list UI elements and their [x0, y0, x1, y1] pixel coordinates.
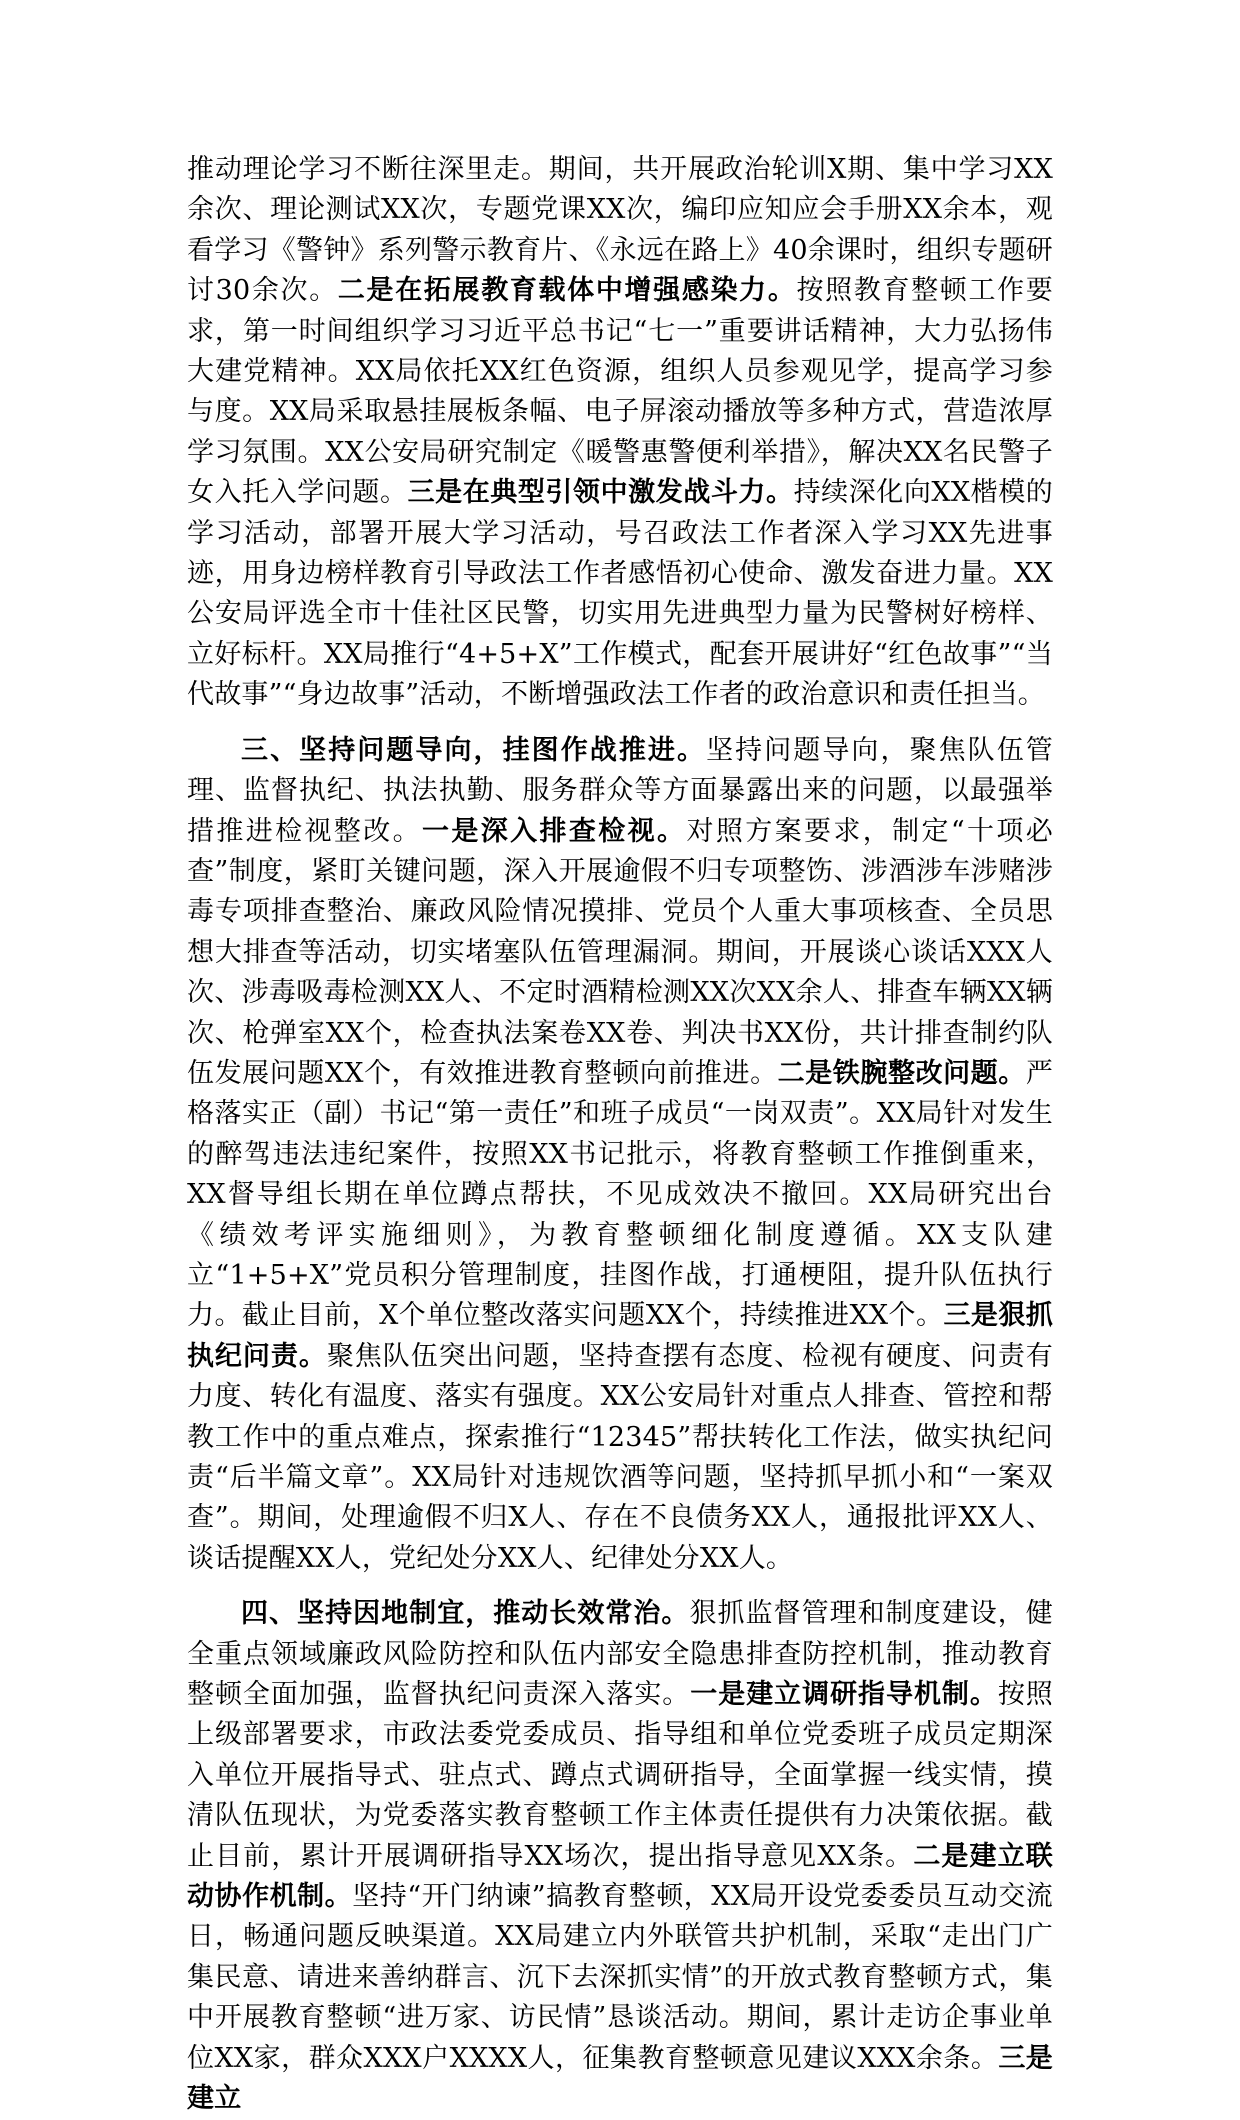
subheading-education-carrier: 二是在拓展教育载体中增强感染力。	[337, 275, 797, 307]
text-run: 对照方案要求，制定“十项必查”制度，紧盯关键问题，深入开展逾假不归专项整饬、涉酒涉车涉赌涉毒专项排查整治、廉政风险情况摸排、党员个人重大事项核查、全员思想大排查等活动，切实堵塞队伍管理漏洞。期间，开展谈心谈话XXX人次、涉毒吸毒检测XX人、不定时酒精检测XX次XX余人、排查车辆XX辆次、枪弹室XX个，检查执法案卷XX卷、判决书XX份，共计排查制约队伍发展问题XX个，有效推进教育整顿向前推进。	[187, 815, 1053, 1089]
document-page	[187, 150, 1053, 2120]
paragraph-section-four	[187, 1594, 1053, 2119]
text-run: 聚焦队伍突出问题，坚持查摆有态度、检视有硬度、问责有力度、转化有温度、落实有强度。XX公安局针对重点人排查、管控和帮教工作中的重点难点，探索推行“12345”帮扶转化工作法，做实执纪问责“后半篇文章”。XX局针对违规饮酒等问题，坚持抓早抓小和“一案双查”。期间，处理逾假不归X人、存在不良债务XX人，通报批评XX人、谈话提醒XX人，党纪处分XX人、纪律处分XX人。	[187, 1340, 1054, 1574]
text-run: 按照教育整顿工作要求，第一时间组织学习习近平总书记“七一”重要讲话精神，大力弘扬伟大建党精神。XX局依托XX红色资源，组织人员参观见学，提高学习参与度。XX局采取悬挂展板条幅、电子屏滚动播放等多种方式，营造浓厚学习氛围。XX公安局研究制定《暖警惠警便利举措》，解决XX名民警子女入托入学问题。	[187, 275, 1053, 509]
text-run: 推动理论学习不断往深里走。期间，共开展政治轮训X期、集中学习XX余次、理论测试XX次，专题党课XX次，编印应知应会手册XX余本，观看学习《警钟》系列警示教育片、《永远在路上》40余课时，组织专题研讨30余次。	[187, 154, 1053, 307]
text-run: 坚持问题导向，聚焦队伍管理、监督执纪、执法执勤、服务群众等方面暴露出来的问题，以最强举措推进检视整改。	[187, 734, 1053, 847]
subheading-third-mechanism: 三是建立	[187, 2042, 1053, 2115]
section-heading-four: 四、坚持因地制宜，推动长效常治。	[241, 1598, 690, 1630]
subheading-rectification: 二是铁腕整改问题。	[777, 1057, 1026, 1089]
paragraph-section-three	[187, 731, 1053, 1580]
subheading-accountability: 三是狠抓执纪问责。	[187, 1300, 1053, 1372]
subheading-research-mechanism: 一是建立调研指导机制。	[690, 1679, 998, 1711]
text-run: 持续深化向XX楷模的学习活动，部署开展大学习活动，号召政法工作者深入学习XX先进事迹，用身边榜样教育引导政法工作者感悟初心使命、激发奋进力量。XX公安局评选全市十佳社区民警，切实用先进典型力量为民警树好榜样、立好标杆。XX局推行“4+5+X”工作模式，配套开展讲好“红色故事”“当代故事”“身边故事”活动，不断增强政法工作者的政治意识和责任担当。	[187, 477, 1053, 711]
text-run: 严格落实正（副）书记“第一责任”和班子成员“一岗双责”。XX局针对发生的醉驾违法违纪案件，按照XX书记批示，将教育整顿工作推倒重来，XX督导组长期在单位蹲点帮扶，不见成效决不撤回。XX局研究出台《绩效考评实施细则》，为教育整顿细化制度遵循。XX支队建立“1+5+X”党员积分管理制度，挂图作战，打通梗阻，提升队伍执行力。截止目前，X个单位整改落实问题XX个，持续推进XX个。	[187, 1057, 1054, 1332]
subheading-typical-example: 三是在典型引领中激发战斗力。	[407, 477, 794, 509]
text-run: 坚持“开门纳谏”搞教育整顿，XX局开设党委委员互动交流日，畅通问题反映渠道。XX局建立内外联管共护机制，采取“走出门广集民意、请进来善纳群言、沉下去深抓实情”的开放式教育整顿方式，集中开展教育整顿“进万家、访民情”恳谈活动。期间，累计走访企事业单位XX家，群众XXX户XXXX人，征集教育整顿意见建议XXX余条。	[187, 1881, 1053, 2074]
text-run: 按照上级部署要求，市政法委党委成员、指导组和单位党委班子成员定期深入单位开展指导式、驻点式、蹲点式调研指导，全面掌握一线实情，摸清队伍现状，为党委落实教育整顿工作主体责任提供有力决策依据。截止目前，累计开展调研指导XX场次，提出指导意见XX条。	[187, 1679, 1054, 1872]
section-heading-three: 三、坚持问题导向，挂图作战推进。	[241, 734, 707, 766]
paragraph-theory-study	[187, 150, 1053, 716]
subheading-cooperation-mechanism: 二是建立联动协作机制。	[187, 1840, 1053, 1913]
text-run: 狠抓监督管理和制度建设，健全重点领域廉政风险防控和队伍内部安全隐患排查防控机制，推动教育整顿全面加强，监督执纪问责深入落实。	[187, 1598, 1053, 1711]
subheading-inspection: 一是深入排查检视。	[422, 815, 687, 847]
